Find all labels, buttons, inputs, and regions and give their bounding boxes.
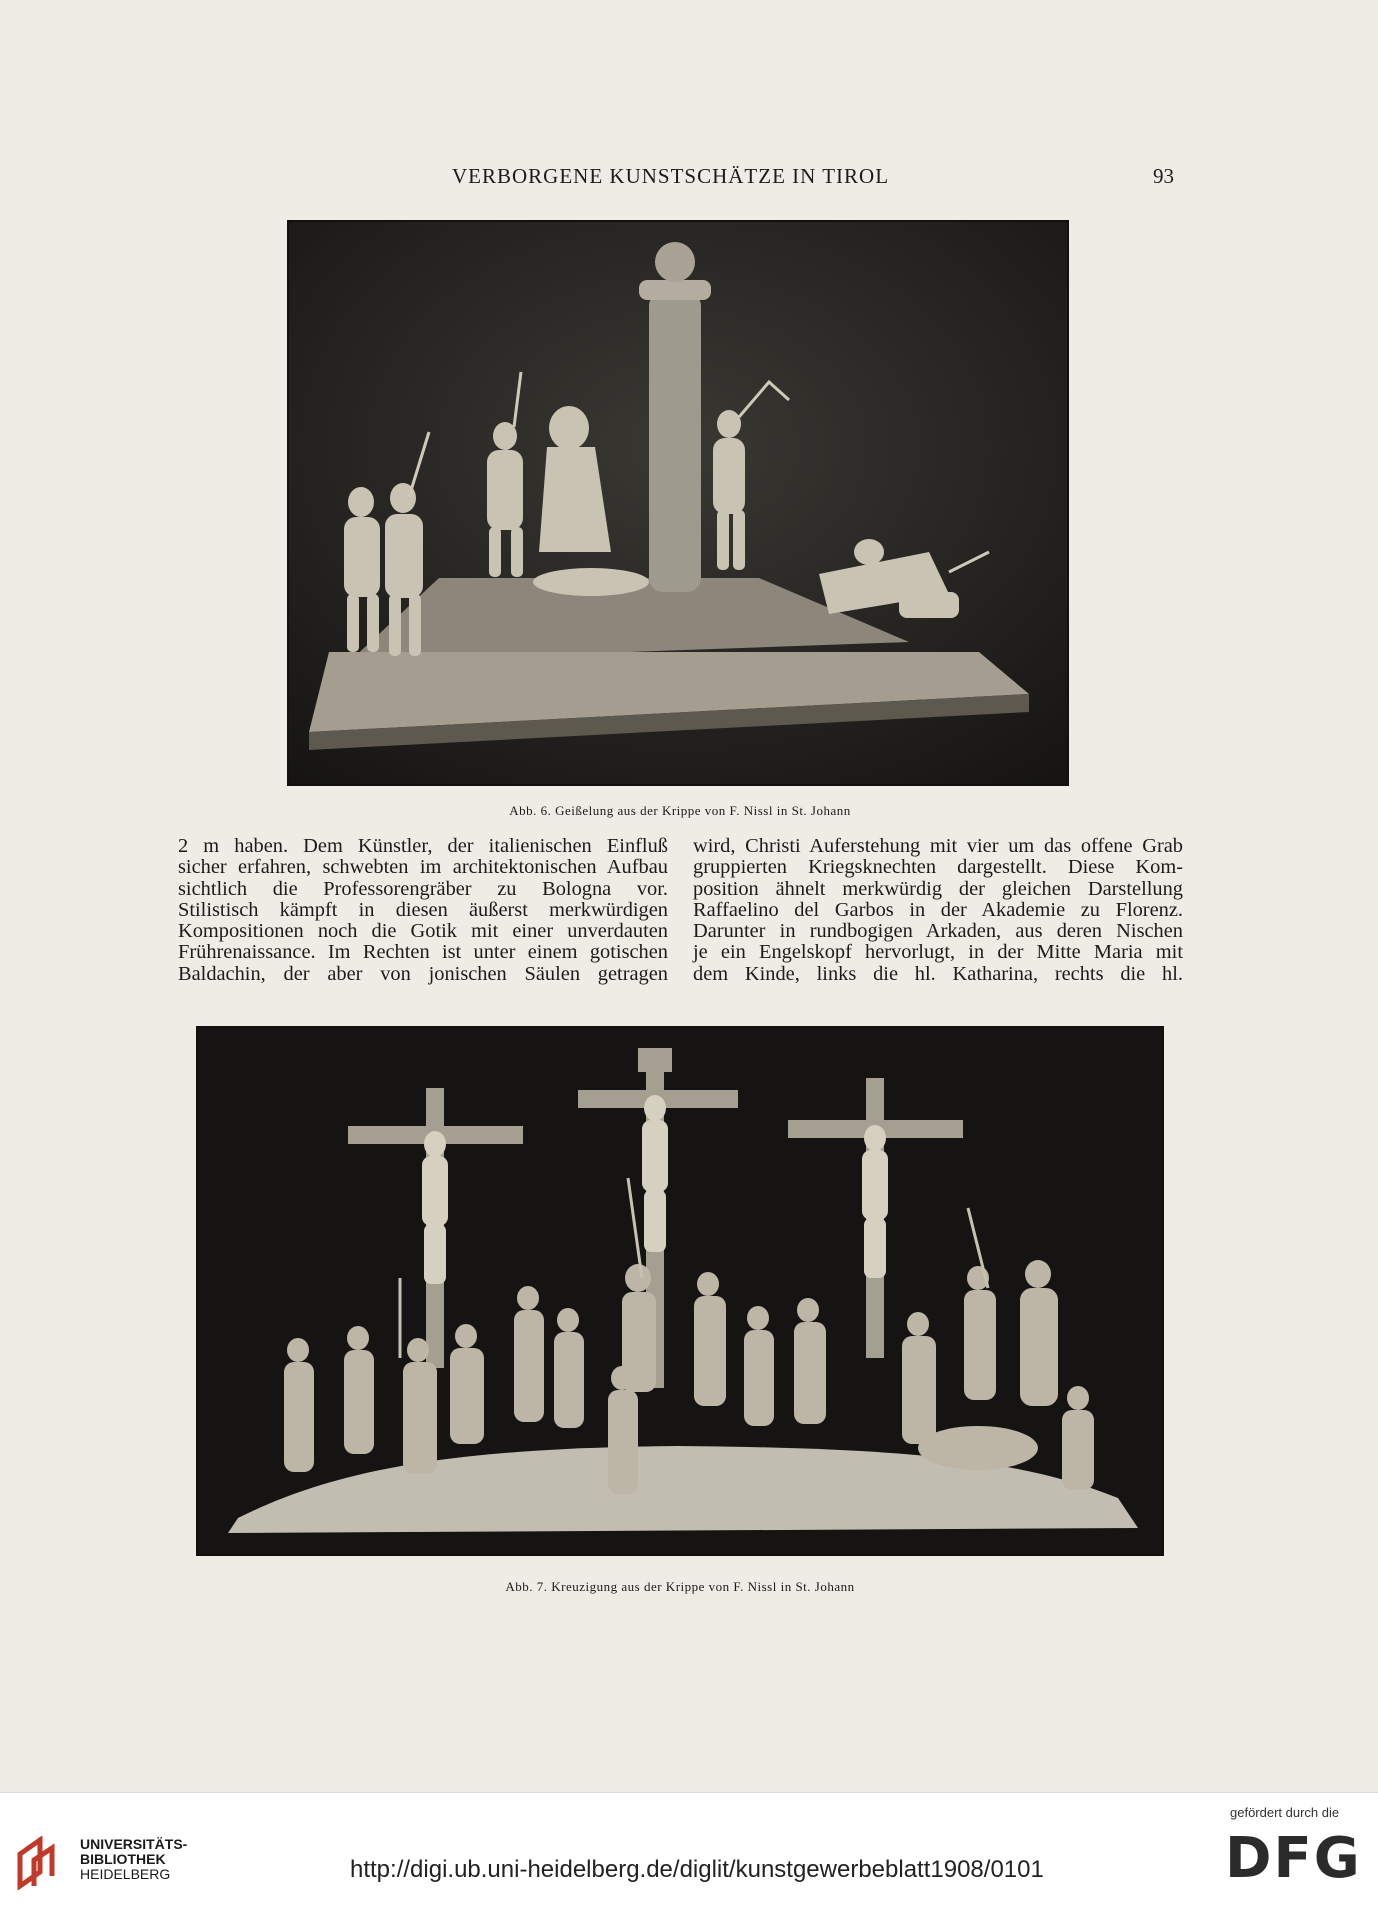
text-line: Stilistisch kämpft in diesen äußerst merkwürdigen: [178, 898, 668, 921]
dfg-logo: DFG: [1225, 1826, 1362, 1891]
page-number: 93: [1153, 164, 1174, 188]
permalink[interactable]: http://digi.ub.uni-heidelberg.de/diglit/kunstgewerbeblatt1908/0101: [350, 1856, 1044, 1883]
library-logo-icon: [14, 1836, 74, 1890]
library-name-line: BIBLIOTHEK: [80, 1851, 166, 1867]
scourging-scene-illustration: [289, 222, 1067, 784]
body-left-column: [178, 836, 668, 985]
library-name: [80, 1837, 187, 1882]
text-line: dem Kinde, links die hl. Katharina, rechts die hl.: [693, 962, 1183, 985]
text-line: Frührenaissance. Im Rechten ist unter einem gotischen: [178, 941, 668, 964]
running-title: VERBORGENE KUNSTSCHÄTZE IN TIROL: [452, 164, 890, 188]
text-line: sicher erfahren, schwebten im architektonischen Aufbau: [178, 856, 668, 879]
funded-by-label: gefördert durch die: [1230, 1805, 1340, 1820]
text-line: Darunter in rundbogigen Arkaden, aus deren Nischen: [693, 920, 1183, 943]
text-line: wird, Christi Auferstehung mit vier um das offene Grab: [693, 835, 1183, 857]
figure-7-photo: [196, 1026, 1164, 1556]
body-right-column: [693, 836, 1183, 985]
text-line: gruppierten Kriegsknechten dargestellt. Diese Kom-: [693, 856, 1183, 879]
text-line: Kompositionen noch die Gotik mit einer unverdauten: [178, 920, 668, 943]
figure-7-caption: Abb. 7. Kreuzigung aus der Krippe von F. Nissl in St. Johann: [505, 1579, 855, 1594]
text-line: 2 m haben. Dem Künstler, der italienischen Einfluß: [178, 835, 668, 857]
figure-6-photo: [287, 220, 1069, 786]
library-name-line: HEIDELBERG: [80, 1866, 171, 1882]
library-name-line: UNIVERSITÄTS-: [80, 1836, 188, 1852]
text-line: je ein Engelskopf hervorlugt, in der Mitte Maria mit: [693, 941, 1183, 964]
text-line: position ähnelt merkwürdig der gleichen Darstellung: [693, 877, 1183, 900]
figure-6-caption: Abb. 6. Geißelung aus der Krippe von F. Nissl in St. Johann: [509, 803, 851, 818]
text-line: Baldachin, der aber von jonischen Säulen getragen: [178, 962, 668, 985]
crucifixion-scene-illustration: [198, 1028, 1162, 1554]
text-line: Raffaelino del Garbos in der Akademie zu Florenz.: [693, 898, 1183, 921]
text-line: sichtlich die Professorengräber zu Bologna vor.: [178, 877, 668, 900]
